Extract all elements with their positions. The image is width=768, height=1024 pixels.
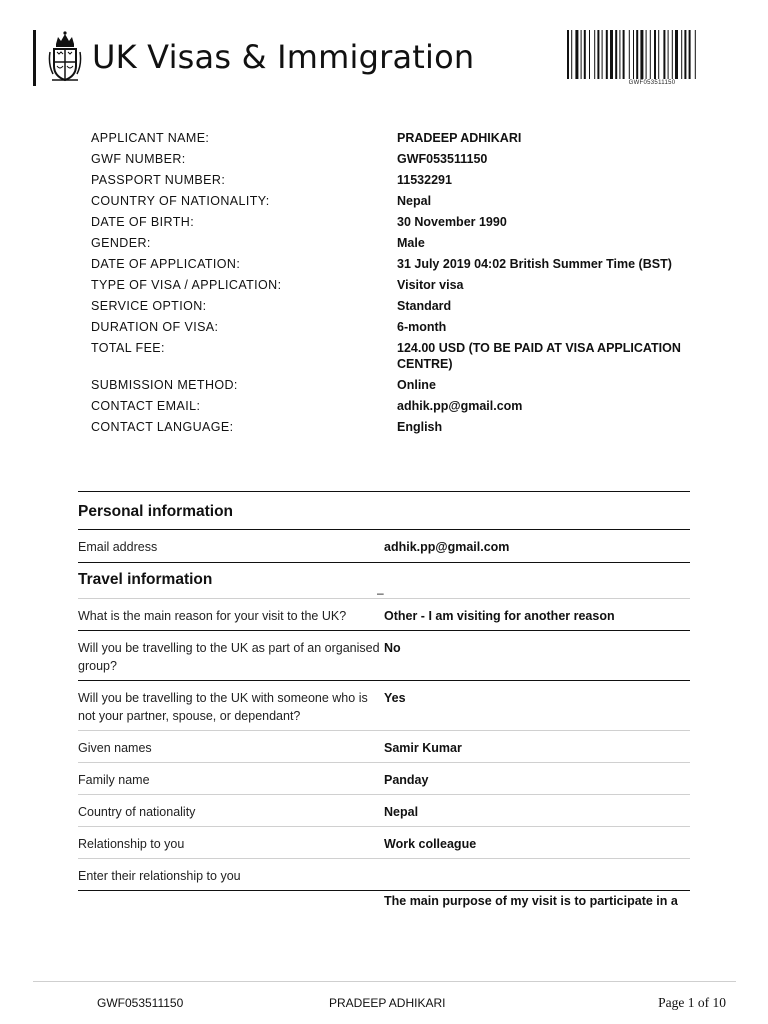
answer: No [384,641,401,655]
answer: Other - I am visiting for another reason [384,609,615,623]
travel-information-section [78,570,690,600]
question-email-address: Email address [78,540,158,554]
qa-row [78,599,690,630]
summary-value: Visitor visa [397,278,464,292]
answer: Samir Kumar [384,741,462,755]
summary-row [91,214,691,230]
summary-value: 31 July 2019 04:02 British Summer Time (BST) [397,257,672,271]
summary-row [91,235,691,251]
summary-row [91,398,691,414]
summary-value: 6-month [397,320,447,334]
summary-row [91,277,691,293]
page-number: Page 1 of 10 [658,995,726,1010]
summary-row [91,298,691,314]
royal-crest-icon [48,30,82,84]
qa-row [78,827,690,858]
summary-label: TYPE OF VISA / APPLICATION: [91,278,282,292]
continued-answer [78,892,690,910]
summary-label: GWF NUMBER: [91,152,186,166]
summary-value: Online [397,378,436,392]
answer-email-address: adhik.pp@gmail.com [384,540,510,554]
summary-row [91,419,691,435]
qa-row [78,763,690,794]
answer: Yes [384,691,406,705]
footer-reference: GWF053511150 [97,996,184,1010]
qa-row [78,795,690,826]
summary-value: GWF053511150 [397,152,488,166]
travel-qa-list [78,598,690,891]
answer: Work colleague [384,837,477,851]
question: Will you be travelling to the UK as part of an organised group? [78,641,380,673]
footer-applicant-name: PRADEEP ADHIKARI [329,996,446,1010]
question: Given names [78,741,152,755]
footer-rule [33,981,736,982]
answer: Panday [384,773,429,787]
summary-label: TOTAL FEE: [91,341,165,355]
section-title-personal: Personal information [78,503,234,520]
summary-label: CONTACT EMAIL: [91,399,201,413]
question: Country of nationality [78,805,196,819]
qa-row [78,530,690,562]
summary-row [91,340,691,372]
summary-value: 11532291 [397,173,452,187]
summary-row [91,193,691,209]
header-rule [33,30,36,86]
summary-value: 30 November 1990 [397,215,507,229]
barcode-number: GWF053511150 [628,80,676,86]
summary-label: APPLICANT NAME: [91,131,210,145]
section-title-travel: Travel information [78,571,213,588]
qa-row [78,731,690,762]
summary-value: Nepal [397,194,432,208]
summary-value: Male [397,236,425,250]
qa-row [78,681,690,730]
summary-value: adhik.pp@gmail.com [397,399,523,413]
barcode [567,30,737,82]
qa-row [78,631,690,680]
summary-row [91,256,691,272]
summary-value: 124.00 USD (TO BE PAID AT VISA APPLICATION CENTRE) [397,341,681,371]
summary-label: SERVICE OPTION: [91,299,207,313]
question: Enter their relationship to you [78,869,241,883]
summary-label: DURATION OF VISA: [91,320,219,334]
summary-label: COUNTRY OF NATIONALITY: [91,194,270,208]
summary-label: SUBMISSION METHOD: [91,378,238,392]
application-summary [91,130,691,440]
summary-row [91,377,691,393]
question: Will you be travelling to the UK with someone who is not your partner, spouse, or dependant? [78,691,368,723]
summary-label: PASSPORT NUMBER: [91,173,226,187]
summary-row [91,151,691,167]
dash-mark: – [377,586,384,600]
question: Family name [78,773,150,787]
summary-label: CONTACT LANGUAGE: [91,420,234,434]
summary-label: DATE OF BIRTH: [91,215,195,229]
summary-row [91,172,691,188]
personal-information-section [78,491,690,563]
summary-label: DATE OF APPLICATION: [91,257,241,271]
summary-value: English [397,420,443,434]
summary-value: Standard [397,299,452,313]
summary-value: PRADEEP ADHIKARI [397,131,522,145]
brand-title: UK Visas & Immigration [92,38,475,76]
question: Relationship to you [78,837,185,851]
answer: Nepal [384,805,419,819]
qa-row [78,859,690,890]
answer-continued: The main purpose of my visit is to participate in a [384,894,678,908]
summary-row [91,130,691,146]
summary-row [91,319,691,335]
summary-label: GENDER: [91,236,151,250]
question: What is the main reason for your visit to the UK? [78,609,347,623]
